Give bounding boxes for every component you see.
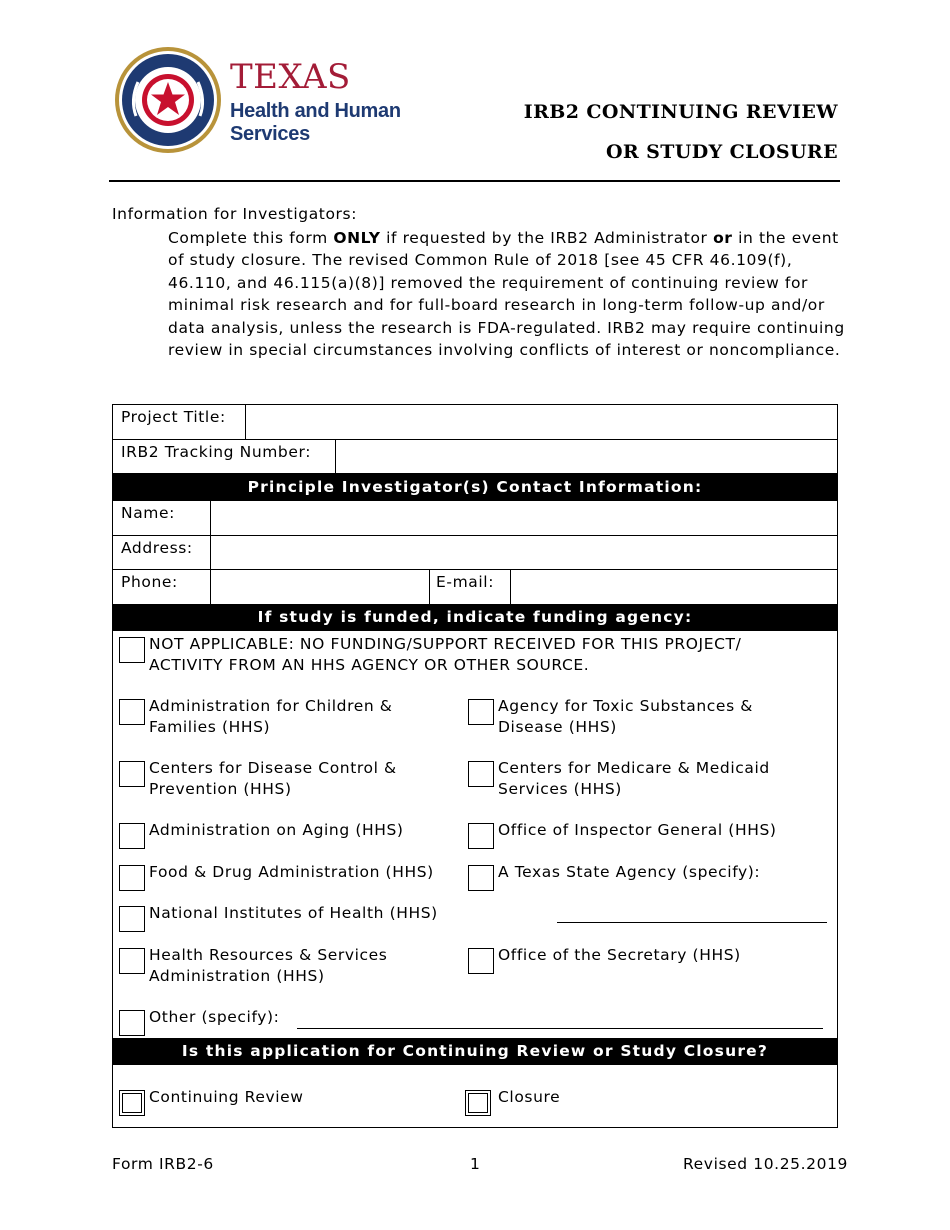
atsdr-checkbox[interactable] [468,699,494,725]
texas-agency-specify-line[interactable] [557,922,827,923]
project-title-label: Project Title: [121,408,226,426]
project-title-row [113,405,837,440]
os-label: Office of the Secretary (HHS) [498,946,741,964]
texas-hhs-logo [112,44,402,156]
not-applicable-label [149,634,741,676]
cdc-line-2: Prevention (HHS) [149,780,292,798]
os-checkbox[interactable] [468,948,494,974]
continuing-review-label: Continuing Review [149,1088,304,1106]
name-label: Name: [121,504,175,522]
fda-checkbox[interactable] [119,865,145,891]
aoa-checkbox[interactable] [119,823,145,849]
acf-label [149,696,393,738]
cdc-label [149,758,397,800]
footer-revised-date: Revised 10.25.2019 [682,1155,848,1173]
name-field[interactable] [211,501,837,535]
cms-label [498,758,770,800]
atsdr-line-2: Disease (HHS) [498,718,617,736]
cms-line-2: Services (HHS) [498,780,622,798]
form-title-line-1: IRB2 CONTINUING REVIEW [523,101,838,123]
acf-line-2: Families (HHS) [149,718,271,736]
logo-line-1: Health and Human [230,100,401,122]
phone-email-row [113,570,837,604]
info-or-bold: or [713,229,733,247]
oig-label: Office of Inspector General (HHS) [498,821,777,839]
info-text-2: if requested by the IRB2 Administrator [380,229,714,247]
nih-checkbox[interactable] [119,906,145,932]
header-divider [109,180,840,182]
footer-page-number: 1 [470,1155,481,1173]
phone-field[interactable] [211,570,429,604]
tracking-number-label: IRB2 Tracking Number: [121,443,312,461]
other-specify-line[interactable] [297,1028,823,1029]
info-text-1: Complete this form [168,229,334,247]
atsdr-label [498,696,753,738]
irb2-form-table [112,404,838,1128]
not-applicable-line-2: ACTIVITY FROM AN HHS AGENCY OR OTHER SOURCE. [149,656,590,674]
nih-label: National Institutes of Health (HHS) [149,904,438,922]
logo-texas-text: TEXAS [230,57,351,97]
closure-label: Closure [498,1088,561,1106]
aoa-label: Administration on Aging (HHS) [149,821,404,839]
info-text-3: in the event of study closure. The revised Common Rule of 2018 [see 45 CFR 46.109(f), 46.110, and 46.115(a)(8)] removed the requirement of continuing review for minimal risk research and for full-board research in long-term follow-up and/or data analysis, unless the research is FDA-regulated. IRB2 may require continuing review in special circumstances involving conflicts of interest or noncompliance. [168,229,845,360]
tracking-number-field[interactable] [336,440,837,473]
acf-checkbox[interactable] [119,699,145,725]
continuing-review-checkbox[interactable] [119,1090,145,1116]
footer-form-id: Form IRB2-6 [112,1155,214,1173]
other-checkbox[interactable] [119,1010,145,1036]
other-label: Other (specify): [149,1008,280,1026]
address-row [113,536,837,570]
hrsa-line-2: Administration (HHS) [149,967,325,985]
pi-contact-header: Principle Investigator(s) Contact Information: [113,474,837,501]
info-label: Information for Investigators: [112,205,358,223]
hrsa-line-1: Health Resources & Services [149,946,388,964]
email-label: E-mail: [436,573,495,591]
project-title-field[interactable] [246,405,837,439]
oig-checkbox[interactable] [468,823,494,849]
logo-line-2: Services [230,123,310,145]
review-type-header: Is this application for Continuing Review or Study Closure? [113,1038,837,1065]
cdc-line-1: Centers for Disease Control & [149,759,397,777]
fda-label: Food & Drug Administration (HHS) [149,863,434,881]
phone-label: Phone: [121,573,178,591]
funding-agency-header: If study is funded, indicate funding agency: [113,604,837,631]
hrsa-checkbox[interactable] [119,948,145,974]
hrsa-label [149,945,387,987]
name-row [113,501,837,536]
logo-hhs-text [230,100,401,146]
address-label: Address: [121,539,193,557]
atsdr-line-1: Agency for Toxic Substances & [498,697,753,715]
texas-seal-icon [114,46,222,154]
info-only-bold: ONLY [333,229,381,247]
texas-agency-checkbox[interactable] [468,865,494,891]
form-title-line-2: OR STUDY CLOSURE [605,141,838,163]
cms-line-1: Centers for Medicare & Medicaid [498,759,770,777]
cms-checkbox[interactable] [468,761,494,787]
closure-checkbox[interactable] [465,1090,491,1116]
texas-agency-label: A Texas State Agency (specify): [498,863,761,881]
acf-line-1: Administration for Children & [149,697,393,715]
not-applicable-checkbox[interactable] [119,637,145,663]
tracking-number-row [113,440,837,474]
email-field[interactable] [511,570,837,604]
not-applicable-line-1: NOT APPLICABLE: NO FUNDING/SUPPORT RECEIVED FOR THIS PROJECT/ [149,635,742,653]
info-paragraph [168,227,848,361]
address-field[interactable] [211,536,837,569]
cdc-checkbox[interactable] [119,761,145,787]
